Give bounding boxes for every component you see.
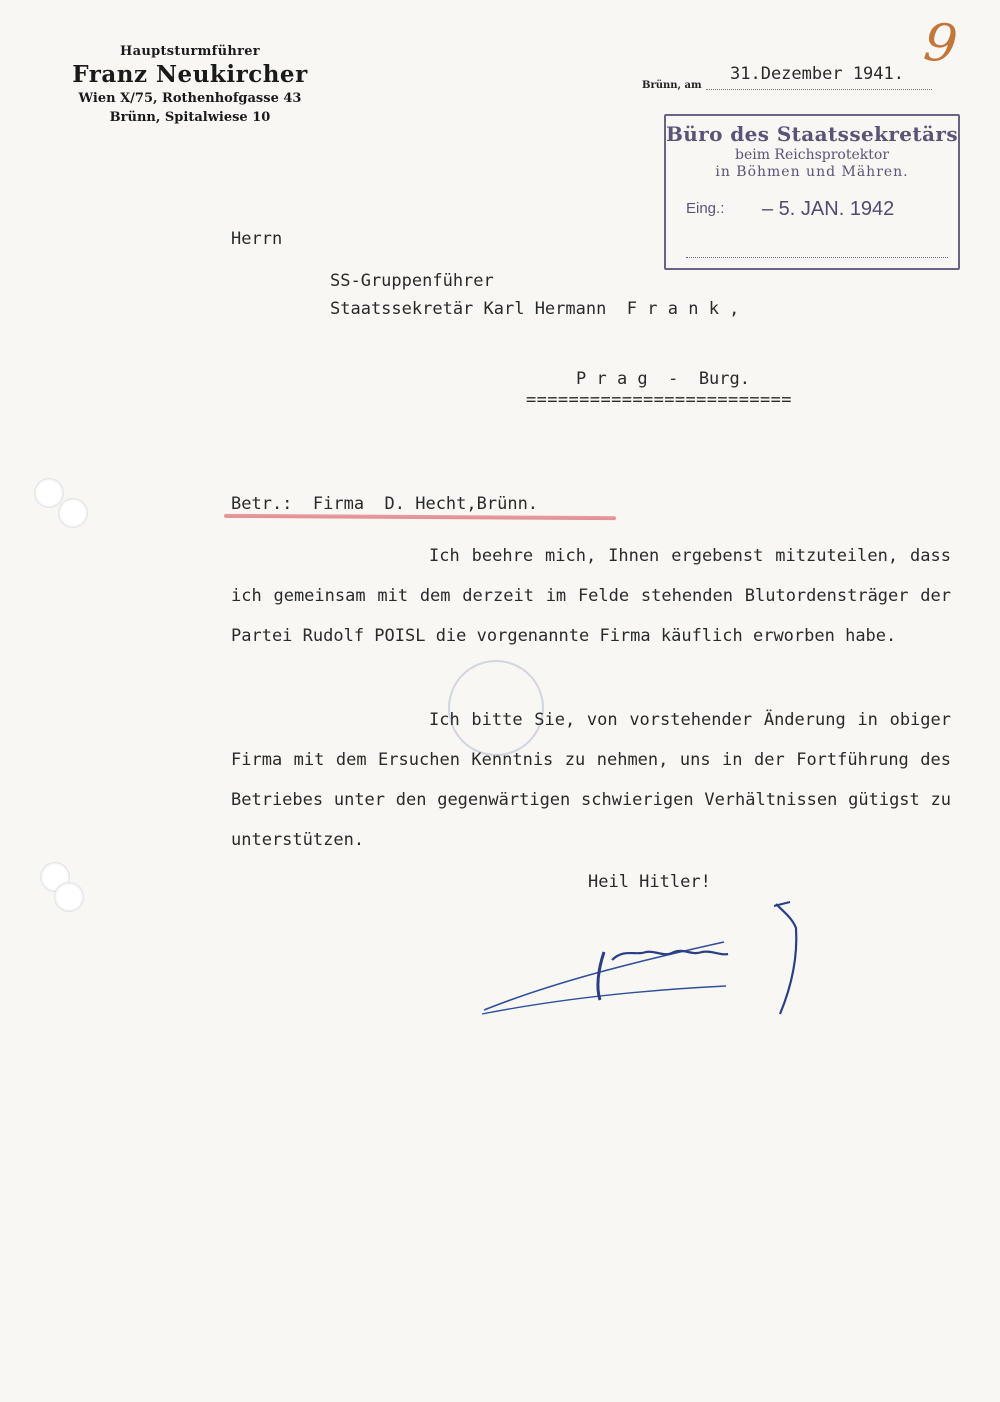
stamp-eing-label: Eing.:: [686, 200, 725, 217]
stamp-authority: beim Reichsprotektor: [734, 147, 890, 163]
punch-hole-icon: [34, 478, 64, 508]
closing-greeting: Heil Hitler!: [588, 872, 711, 892]
stamp-region: in Böhmen und Mähren.: [715, 164, 909, 180]
dateline-place: Brünn, am: [642, 80, 702, 91]
handwritten-signature-icon: [474, 890, 834, 1050]
body-paragraph-1-text: Ich beehre mich, Ihnen ergebenst mitzuteilen, dass ich gemeinsam mit dem derzeit im Felde stehenden Blutordensträger der Partei Rudolf POISL die vorgenannte Firma käuflich erworben habe.: [231, 546, 951, 646]
body-paragraph-2: [231, 700, 951, 860]
stamp-office: Büro des Staatssekretärs: [666, 122, 959, 146]
recipient-salutation: Herrn: [231, 229, 283, 249]
recipient-location-underline: =========================: [526, 390, 792, 410]
subject-red-underline: [224, 514, 616, 520]
subject-line: Betr.: Firma D. Hecht,Brünn.: [231, 494, 539, 514]
letterhead-name: Franz Neukircher: [72, 61, 308, 88]
page-number: 9: [920, 12, 961, 76]
recipient-location: P r a g - Burg.: [576, 369, 750, 389]
recipient-rank: SS-Gruppenführer: [330, 271, 494, 291]
body-paragraph-1: [231, 536, 951, 656]
letterhead: [60, 44, 320, 125]
letterhead-address-vienna: Wien X/75, Rothenhofgasse 43: [78, 91, 302, 106]
received-stamp: [664, 114, 960, 270]
dateline-date: 31.Dezember 1941.: [730, 64, 904, 84]
punch-hole-icon: [54, 882, 84, 912]
body-paragraph-2-text: Ich bitte Sie, von vorstehender Änderung in obiger Firma mit dem Ersuchen Kenntnis zu nehmen, uns in der Fortführung des Betriebes unter den gegenwärtigen schwierigen Verhältnissen gütigst zu unterstützen.: [231, 710, 951, 850]
letterhead-address-bruenn: Brünn, Spitalwiese 10: [109, 110, 271, 125]
punch-hole-icon: [58, 498, 88, 528]
stamp-received-date: – 5. JAN. 1942: [762, 198, 895, 220]
recipient-name: Staatssekretär Karl Hermann F r a n k ,: [330, 299, 740, 319]
dateline-dotted-line: [706, 89, 932, 90]
stamp-dotted-line: [686, 257, 948, 258]
letterhead-rank: Hauptsturmführer: [120, 44, 260, 59]
